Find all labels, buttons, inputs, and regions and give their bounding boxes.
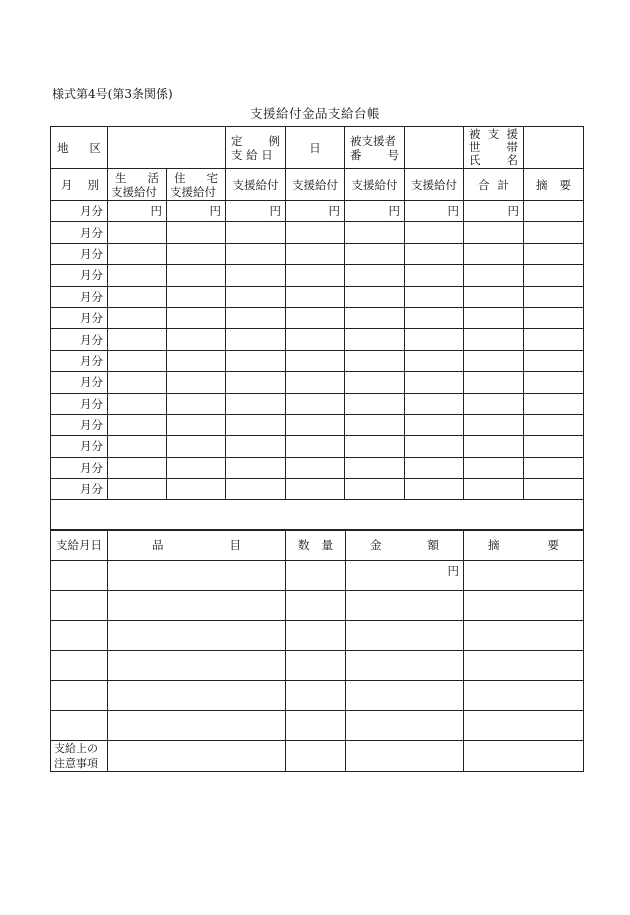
benefit-cell-6[interactable] xyxy=(405,265,464,286)
amount-cell[interactable] xyxy=(346,650,464,680)
benefit-cell-6[interactable] xyxy=(405,372,464,393)
benefit-cell-3[interactable] xyxy=(226,307,286,328)
total-cell[interactable] xyxy=(464,393,524,414)
remarks-header: 摘 要 xyxy=(524,169,584,201)
form-title: 支援給付金品支給台帳 xyxy=(249,106,380,121)
quantity-cell[interactable] xyxy=(286,560,346,590)
remarks-cell[interactable] xyxy=(464,710,584,740)
remarks-cell[interactable] xyxy=(524,265,584,286)
goods-row xyxy=(51,650,584,680)
quantity-cell[interactable] xyxy=(286,650,346,680)
month-cell[interactable]: 月分 xyxy=(51,265,108,286)
month-cell[interactable]: 月分 xyxy=(51,372,108,393)
living-benefit-header: 生 活 支援給付 xyxy=(108,169,167,201)
benefit-cell-6[interactable]: 円 xyxy=(405,201,464,222)
living-benefit-cell[interactable]: 円 xyxy=(108,201,167,222)
remarks-cell[interactable] xyxy=(464,590,584,620)
benefit-cell-4[interactable] xyxy=(286,286,345,307)
household-name-value[interactable] xyxy=(524,127,584,169)
benefit-cell-3[interactable] xyxy=(226,414,286,435)
recipient-number-value[interactable] xyxy=(405,127,464,169)
total-cell[interactable] xyxy=(464,286,524,307)
housing-benefit-cell[interactable] xyxy=(167,414,226,435)
total-cell[interactable] xyxy=(464,479,524,500)
benefit-cell-4[interactable] xyxy=(286,393,345,414)
benefit-cell-3[interactable] xyxy=(226,222,286,243)
benefit-cell-6[interactable] xyxy=(405,329,464,350)
living-benefit-cell[interactable] xyxy=(108,372,167,393)
remarks-cell[interactable] xyxy=(524,414,584,435)
regular-payday-label: 定 例 支 給 日 xyxy=(226,127,286,169)
month-row xyxy=(51,350,584,371)
form-number: 様式第4号(第3条関係) xyxy=(52,87,173,101)
benefit-cell-4[interactable] xyxy=(286,222,345,243)
benefit-cell-4[interactable]: 円 xyxy=(286,201,345,222)
benefit-cell-5[interactable] xyxy=(345,286,405,307)
living-benefit-cell[interactable] xyxy=(108,393,167,414)
month-row xyxy=(51,286,584,307)
benefit-cell-5[interactable]: 円 xyxy=(345,201,405,222)
total-cell[interactable] xyxy=(464,350,524,371)
housing-benefit-cell[interactable] xyxy=(167,350,226,371)
housing-benefit-header: 住 宅 支援給付 xyxy=(167,169,226,201)
living-benefit-cell[interactable] xyxy=(108,286,167,307)
living-benefit-cell[interactable] xyxy=(108,265,167,286)
benefit-cell-4[interactable] xyxy=(286,414,345,435)
item-cell[interactable] xyxy=(108,620,286,650)
payment-date-header: 支給月日 xyxy=(51,530,108,560)
amount-cell[interactable]: 円 xyxy=(346,560,464,590)
month-cell[interactable]: 月分 xyxy=(51,222,108,243)
month-row xyxy=(51,222,584,243)
quantity-header: 数 量 xyxy=(286,530,346,560)
benefit-cell-5[interactable] xyxy=(345,414,405,435)
benefit-cell-5[interactable] xyxy=(345,329,405,350)
total-cell[interactable] xyxy=(464,457,524,478)
month-row xyxy=(51,457,584,478)
payment-date-cell[interactable] xyxy=(51,680,108,710)
remarks-cell[interactable] xyxy=(524,286,584,307)
month-cell[interactable]: 月分 xyxy=(51,457,108,478)
benefit-cell-3[interactable] xyxy=(226,372,286,393)
notes-item-cell[interactable] xyxy=(108,740,286,771)
benefit-cell-6[interactable] xyxy=(405,286,464,307)
item-cell[interactable] xyxy=(108,650,286,680)
payment-date-cell[interactable] xyxy=(51,650,108,680)
notes-label: 支給上の 注意事項 xyxy=(51,740,108,771)
housing-benefit-cell[interactable] xyxy=(167,286,226,307)
housing-benefit-cell[interactable] xyxy=(167,393,226,414)
benefit-header-6: 支援給付 xyxy=(405,169,464,201)
benefit-cell-5[interactable] xyxy=(345,307,405,328)
quantity-cell[interactable] xyxy=(286,680,346,710)
month-cell[interactable]: 月分 xyxy=(51,393,108,414)
month-row xyxy=(51,393,584,414)
benefit-cell-3[interactable] xyxy=(226,243,286,264)
benefit-cell-3[interactable] xyxy=(226,436,286,457)
benefit-cell-4[interactable] xyxy=(286,457,345,478)
month-row xyxy=(51,307,584,328)
benefit-cell-6[interactable] xyxy=(405,307,464,328)
remarks-cell[interactable] xyxy=(464,680,584,710)
month-cell[interactable]: 月分 xyxy=(51,414,108,435)
benefit-cell-6[interactable] xyxy=(405,436,464,457)
benefit-header-4: 支援給付 xyxy=(286,169,345,201)
amount-cell[interactable] xyxy=(346,680,464,710)
month-cell[interactable]: 月分 xyxy=(51,479,108,500)
month-cell[interactable]: 月分 xyxy=(51,307,108,328)
month-cell[interactable]: 月分 xyxy=(51,286,108,307)
living-benefit-cell[interactable] xyxy=(108,329,167,350)
benefit-cell-3[interactable] xyxy=(226,350,286,371)
remarks-cell[interactable] xyxy=(524,393,584,414)
item-cell[interactable] xyxy=(108,710,286,740)
month-rows xyxy=(51,201,584,500)
month-row xyxy=(51,414,584,435)
benefit-cell-5[interactable] xyxy=(345,393,405,414)
payment-date-cell[interactable] xyxy=(51,560,108,590)
housing-benefit-cell[interactable] xyxy=(167,243,226,264)
item-cell[interactable] xyxy=(108,590,286,620)
remarks-cell[interactable] xyxy=(464,650,584,680)
total-cell[interactable] xyxy=(464,414,524,435)
benefit-cell-4[interactable] xyxy=(286,329,345,350)
total-cell[interactable]: 円 xyxy=(464,201,524,222)
amount-cell[interactable] xyxy=(346,710,464,740)
remarks-cell[interactable] xyxy=(524,243,584,264)
benefit-cell-6[interactable] xyxy=(405,350,464,371)
benefit-cell-4[interactable] xyxy=(286,436,345,457)
benefit-cell-6[interactable] xyxy=(405,243,464,264)
housing-benefit-cell[interactable] xyxy=(167,329,226,350)
total-cell[interactable] xyxy=(464,372,524,393)
total-header: 合 計 xyxy=(464,169,524,201)
item-cell[interactable] xyxy=(108,560,286,590)
total-cell[interactable] xyxy=(464,329,524,350)
goods-row xyxy=(51,680,584,710)
remarks-cell[interactable] xyxy=(524,457,584,478)
benefit-cell-5[interactable] xyxy=(345,243,405,264)
total-cell[interactable] xyxy=(464,222,524,243)
living-benefit-cell[interactable] xyxy=(108,243,167,264)
benefit-cell-5[interactable] xyxy=(345,457,405,478)
benefit-cell-3[interactable] xyxy=(226,479,286,500)
day-label: 日 xyxy=(286,127,345,169)
housing-benefit-cell[interactable] xyxy=(167,222,226,243)
monthly-ledger-table xyxy=(50,126,584,530)
remarks-cell[interactable] xyxy=(524,307,584,328)
goods-row xyxy=(51,560,584,590)
remarks-cell[interactable] xyxy=(524,436,584,457)
month-row xyxy=(51,372,584,393)
benefit-cell-6[interactable] xyxy=(405,457,464,478)
amount-header: 金 額 xyxy=(346,530,464,560)
goods-ledger-table xyxy=(50,529,584,772)
housing-benefit-cell[interactable] xyxy=(167,457,226,478)
month-cell[interactable]: 月分 xyxy=(51,350,108,371)
remarks-cell[interactable] xyxy=(524,479,584,500)
living-benefit-cell[interactable] xyxy=(108,436,167,457)
benefit-cell-3[interactable] xyxy=(226,457,286,478)
district-label: 地 区 xyxy=(51,127,108,169)
benefit-cell-3[interactable]: 円 xyxy=(226,201,286,222)
month-row xyxy=(51,243,584,264)
quantity-cell[interactable] xyxy=(286,710,346,740)
benefit-cell-4[interactable] xyxy=(286,307,345,328)
housing-benefit-cell[interactable] xyxy=(167,307,226,328)
goods-row xyxy=(51,710,584,740)
benefit-cell-3[interactable] xyxy=(226,265,286,286)
benefit-cell-6[interactable] xyxy=(405,222,464,243)
housing-benefit-cell[interactable] xyxy=(167,372,226,393)
goods-row xyxy=(51,590,584,620)
living-benefit-cell[interactable] xyxy=(108,307,167,328)
benefit-cell-6[interactable] xyxy=(405,393,464,414)
total-cell[interactable] xyxy=(464,436,524,457)
item-cell[interactable] xyxy=(108,680,286,710)
remarks-cell[interactable] xyxy=(524,329,584,350)
month-cell[interactable]: 月分 xyxy=(51,243,108,264)
living-benefit-cell[interactable] xyxy=(108,457,167,478)
month-cell[interactable]: 月分 xyxy=(51,201,108,222)
payment-date-cell[interactable] xyxy=(51,620,108,650)
month-row xyxy=(51,436,584,457)
payment-date-cell[interactable] xyxy=(51,710,108,740)
benefit-cell-5[interactable] xyxy=(345,436,405,457)
benefit-header-3: 支援給付 xyxy=(226,169,286,201)
benefit-cell-5[interactable] xyxy=(345,479,405,500)
benefit-cell-3[interactable] xyxy=(226,393,286,414)
quantity-cell[interactable] xyxy=(286,620,346,650)
remarks-header-2: 摘 要 xyxy=(464,530,584,560)
benefit-cell-6[interactable] xyxy=(405,414,464,435)
benefit-cell-4[interactable] xyxy=(286,350,345,371)
remarks-cell[interactable] xyxy=(524,372,584,393)
housing-benefit-cell[interactable] xyxy=(167,479,226,500)
remarks-cell[interactable] xyxy=(524,350,584,371)
remarks-cell[interactable] xyxy=(464,620,584,650)
housing-benefit-cell[interactable] xyxy=(167,265,226,286)
month-cell[interactable]: 月分 xyxy=(51,329,108,350)
goods-row xyxy=(51,620,584,650)
housing-benefit-cell[interactable] xyxy=(167,436,226,457)
living-benefit-cell[interactable] xyxy=(108,479,167,500)
month-row xyxy=(51,265,584,286)
housing-benefit-cell[interactable]: 円 xyxy=(167,201,226,222)
month-cell[interactable]: 月分 xyxy=(51,436,108,457)
remarks-cell[interactable] xyxy=(524,222,584,243)
benefit-cell-3[interactable] xyxy=(226,329,286,350)
benefit-cell-3[interactable] xyxy=(226,286,286,307)
notes-amount-cell[interactable] xyxy=(346,740,464,771)
living-benefit-cell[interactable] xyxy=(108,350,167,371)
month-row xyxy=(51,329,584,350)
benefit-cell-5[interactable] xyxy=(345,222,405,243)
benefit-cell-4[interactable] xyxy=(286,265,345,286)
month-row xyxy=(51,479,584,500)
benefit-header-5: 支援給付 xyxy=(345,169,405,201)
month-row xyxy=(51,201,584,222)
living-benefit-cell[interactable] xyxy=(108,222,167,243)
total-cell[interactable] xyxy=(464,307,524,328)
quantity-cell[interactable] xyxy=(286,590,346,620)
recipient-number-label: 被支援者 番 号 xyxy=(345,127,405,169)
benefit-cell-4[interactable] xyxy=(286,372,345,393)
amount-cell[interactable] xyxy=(346,620,464,650)
benefit-cell-4[interactable] xyxy=(286,479,345,500)
district-value[interactable] xyxy=(108,127,226,169)
item-header: 品 目 xyxy=(108,530,286,560)
benefit-cell-5[interactable] xyxy=(345,265,405,286)
benefit-cell-6[interactable] xyxy=(405,479,464,500)
notes-remarks-cell[interactable] xyxy=(464,740,584,771)
total-cell[interactable] xyxy=(464,243,524,264)
household-name-label: 被 支 援 世 帯 氏 名 xyxy=(464,127,524,169)
amount-cell[interactable] xyxy=(346,590,464,620)
total-cell[interactable] xyxy=(464,265,524,286)
benefit-cell-5[interactable] xyxy=(345,372,405,393)
benefit-cell-5[interactable] xyxy=(345,350,405,371)
notes-quantity-cell[interactable] xyxy=(286,740,346,771)
living-benefit-cell[interactable] xyxy=(108,414,167,435)
remarks-cell[interactable] xyxy=(524,201,584,222)
benefit-cell-4[interactable] xyxy=(286,243,345,264)
payment-date-cell[interactable] xyxy=(51,590,108,620)
month-label: 月 別 xyxy=(51,169,108,201)
spacer-row xyxy=(51,500,584,530)
remarks-cell[interactable] xyxy=(464,560,584,590)
